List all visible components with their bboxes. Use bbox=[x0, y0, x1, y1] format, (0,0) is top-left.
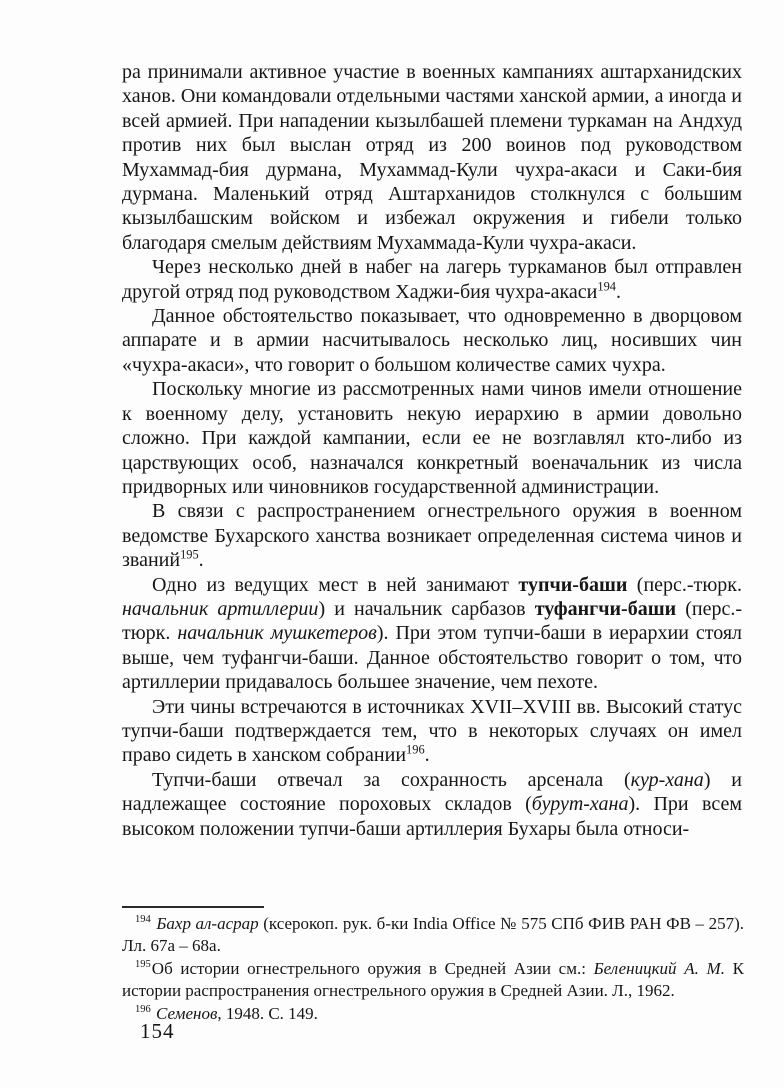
text-run: Через несколько дней в набег на лагерь туркаманов был отправлен другой отряд под руководством Хаджи-бия чухра-акаси bbox=[122, 256, 742, 303]
paragraph bbox=[122, 304, 742, 377]
footnote bbox=[122, 1003, 744, 1025]
body-text-container bbox=[122, 60, 742, 841]
text-run: К истории распространения огнестрельного оружия в Средней Азии. Л., 1962. bbox=[122, 958, 745, 1001]
paragraph bbox=[122, 573, 742, 695]
text-run: Беленицкий А. М. bbox=[593, 958, 725, 978]
text-run: Одно из ведущих мест в ней занимают bbox=[152, 573, 519, 596]
text-run: Эти чины встречаются в источниках XVII–XVIII вв. Высокий статус тупчи-баши подтверждается тем, что в некоторых случаях он имел право сидеть в ханском собрании bbox=[122, 695, 742, 767]
text-run: начальник мушкетеров bbox=[177, 622, 377, 645]
footnote-reference: 196 bbox=[406, 742, 425, 757]
text-run: Поскольку многие из рассмотренных нами чинов имели отношение к военному делу, установить некую иерархию в армии довольно сложно. При каждой кампании, если ее не возглавлял кто-либо из царствующих особ, назначался конкретный военачальник из числа придворных или чиновников государственной администрации. bbox=[122, 378, 742, 498]
text-run: бурут-хана bbox=[531, 793, 629, 816]
text-run: кур-хана bbox=[630, 768, 704, 791]
text-run: Семенов bbox=[151, 1003, 218, 1023]
text-run: ) и надлежащее состояние пороховых складов ( bbox=[122, 768, 742, 816]
text-run: Об истории огнестрельного оружия в Средней Азии см.: bbox=[151, 958, 594, 978]
text-run: (ксерокоп. рук. б-ки India Office № 575 СПб ФИВ РАН ФВ – 257). Лл. 67а – 68а. bbox=[122, 914, 744, 956]
paragraph bbox=[122, 255, 742, 304]
text-run: ). При этом тупчи-баши в иерархии стоял выше, чем туфангчи-баши. Данное обстоятельство говорит о том, что артиллерии придавалось большее значение, чем пехоте. bbox=[122, 622, 743, 694]
text-run: туфангчи-баши bbox=[534, 597, 677, 620]
text-run: В связи с распространением огнестрельного оружия в военном ведомстве Бухарского ханства возникает определенная система чинов и званий bbox=[122, 500, 742, 572]
paragraph bbox=[122, 60, 742, 255]
footnote-marker: 196 bbox=[135, 1003, 151, 1015]
footnote-marker: 195 bbox=[135, 959, 151, 971]
text-run: , 1948. С. 149. bbox=[217, 1003, 318, 1023]
paragraph bbox=[122, 768, 742, 841]
footnote bbox=[122, 958, 744, 1003]
text-run: начальник артиллерии bbox=[122, 597, 319, 620]
text-run: . bbox=[198, 549, 204, 572]
text-run: . bbox=[615, 280, 621, 303]
text-run: Бахр ал-асрар bbox=[151, 914, 259, 933]
text-run: тупчи-баши bbox=[518, 573, 628, 596]
text-run: Данное обстоятельство показывает, что одновременно в дворцовом аппарате и в армии насчитывалось несколько лиц, носивших чин «чухра-акаси», что говорит о большом количестве самих чухра. bbox=[122, 305, 742, 376]
text-run: (перс.-тюрк. bbox=[122, 597, 743, 645]
page-number: 154 bbox=[140, 1019, 175, 1043]
paragraph bbox=[122, 499, 742, 572]
footnotes-container bbox=[122, 913, 744, 1025]
footnote-reference: 194 bbox=[597, 279, 616, 293]
text-run: Тупчи-баши отвечал за сохранность арсенала ( bbox=[152, 768, 631, 791]
text-run: ра принимали активное участие в военных кампаниях аштарханидских ханов. Они командовали отдельными частями ханской армии, а иногда и всей армией. При нападении кызылбашей племени туркаман на Андхуд против них был выслан отряд из 200 воинов под руководством Мухаммад-бия дурмана, Мухаммад-Кули чухра-акаси и Саки-бия дурмана. Маленький отряд Аштарханидов столкнулся с большим кызылбашским войском и избежал окружения и гибели только благодаря смелым действиям Мухаммада-Кули чухра-акаси. bbox=[122, 61, 742, 254]
text-run: ) и начальник сарбазов bbox=[318, 597, 535, 620]
text-run: ). При всем высоком положении тупчи-баши артиллерия Бухары была относи- bbox=[122, 793, 742, 840]
text-run: . bbox=[424, 744, 430, 767]
footnote-reference: 195 bbox=[180, 547, 199, 562]
footnote-marker: 194 bbox=[135, 914, 151, 926]
paragraph bbox=[122, 695, 742, 768]
footnote bbox=[122, 913, 744, 958]
paragraph bbox=[122, 377, 742, 499]
footnote-separator bbox=[122, 906, 264, 908]
text-run: (перс.-тюрк. bbox=[627, 573, 742, 596]
